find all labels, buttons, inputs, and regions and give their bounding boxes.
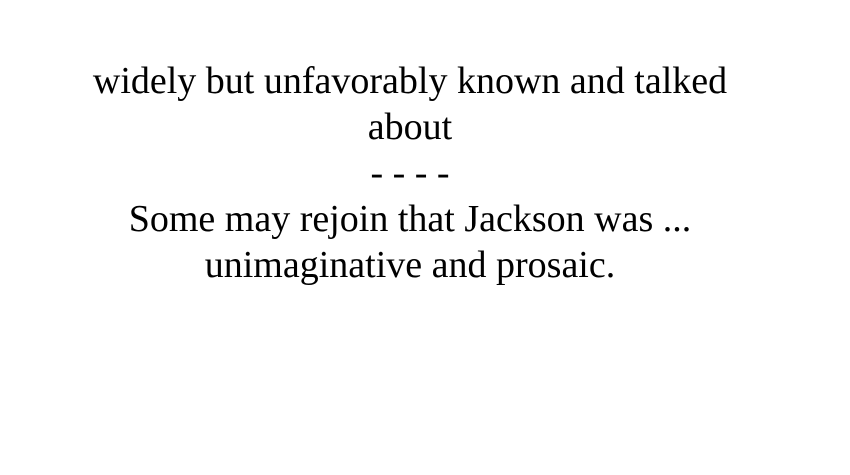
card-text <box>70 58 750 288</box>
separator-line: - - - - <box>370 152 450 194</box>
card-line-5: unimaginative and prosaic. <box>204 244 616 286</box>
card-line-2: about <box>367 106 453 148</box>
card-line-1: widely but unfavorably known and talked <box>92 60 728 102</box>
card-line-4: Some may rejoin that Jackson was ... <box>128 198 692 240</box>
